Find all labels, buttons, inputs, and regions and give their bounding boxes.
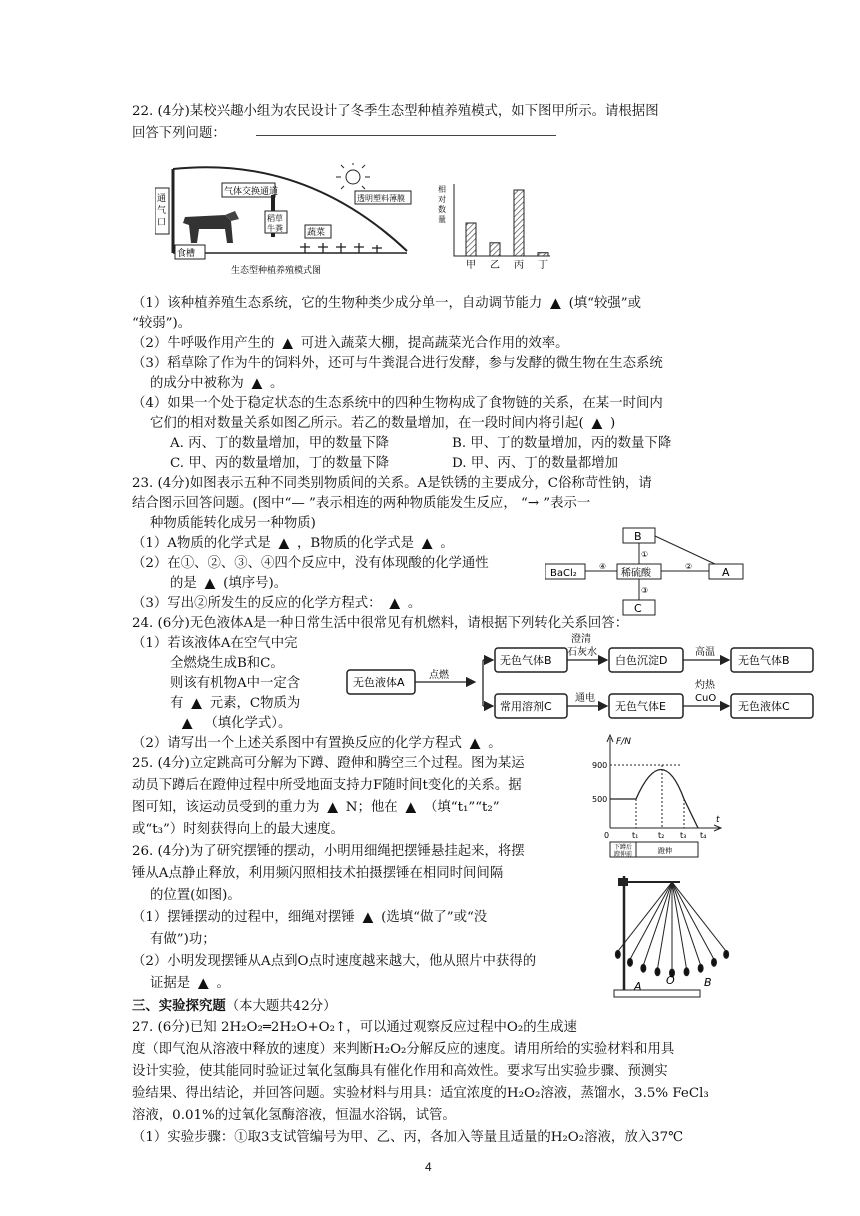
svg-text:通: 通 — [157, 194, 167, 204]
pendulum-string — [643, 882, 672, 965]
pendulum-string — [618, 882, 672, 951]
svg-text:②: ② — [685, 562, 693, 571]
pendulum-bob — [684, 968, 689, 976]
answer-blank: ▲ — [550, 296, 561, 311]
svg-text:A: A — [722, 566, 730, 579]
svg-text:t₂: t₂ — [658, 831, 665, 840]
svg-text:无色气体E: 无色气体E — [615, 700, 666, 713]
answer-blank: ▲ — [591, 416, 603, 431]
q22-sub3: （3）稻草除了作为牛的饲料外，还可与牛粪混合进行发酵，参与发酵的微生物在生态系统 — [132, 356, 663, 371]
svg-text:无色液体A: 无色液体A — [353, 676, 405, 689]
svg-text:通电: 通电 — [575, 693, 595, 704]
q24-sub1: （1）若该液体A在空气中完 — [132, 636, 298, 651]
q27-line4: 验结果、得出结论，并回答问题。实验材料与用具：适宜浓度的H₂O₂溶液，蒸馏水，3.5% FeCl₃ — [132, 1086, 709, 1101]
greenhouse-diagram — [155, 163, 420, 281]
q22-sub4: （4）如果一个处于稳定状态的生态系统中的四种生物构成了食物链的关系，在某一时间内 — [132, 396, 663, 411]
svg-text:C: C — [634, 602, 642, 615]
force-time-graph — [592, 732, 727, 860]
category-label: 丙 — [514, 260, 524, 271]
q23-sub1: （1）A物质的化学式是 ▲ ，B物质的化学式是 ▲ 。 — [132, 536, 454, 551]
trough-label: 食槽 — [177, 249, 196, 259]
q22-sub4-cont: 它们的相对数量关系如图乙所示。若乙的数量增加，在一段时间内将引起( ▲ ) — [150, 416, 616, 431]
pendulum-apparatus — [610, 868, 740, 1000]
svg-text:牛粪: 牛粪 — [267, 224, 283, 233]
answer-blank: ▲ — [191, 696, 202, 711]
svg-text:900: 900 — [592, 761, 608, 770]
svg-text:无色气体B: 无色气体B — [738, 654, 790, 667]
answer-blank: ▲ — [389, 596, 400, 611]
svg-text:t: t — [716, 815, 720, 825]
category-label: 乙 — [490, 260, 500, 271]
q26-sub2: （2）小明发现摆锤从A点到O点时速度越来越大，他从照片中获得的 — [132, 954, 537, 969]
q22-sub1-cont: “较弱”)。 — [132, 316, 192, 331]
q23-line2: 结合图示回答问题。(图中“— ”表示相连的两种物质能发生反应， “→ ”表示一 — [132, 496, 591, 511]
answer-blank: ▲ — [282, 336, 293, 351]
q26-sub1-cont: 有做”)功； — [150, 932, 216, 947]
answer-blank: ▲ — [251, 376, 263, 391]
answer-blank: ▲ — [204, 576, 216, 591]
pendulum-bob — [724, 950, 729, 958]
q24-sub1-f: ▲ （填化学式）。 — [170, 714, 291, 734]
svg-text:500: 500 — [592, 795, 608, 804]
answer-blank: ▲ — [278, 536, 290, 551]
svg-text:点燃: 点燃 — [429, 670, 449, 681]
diagram-caption: 生态型种植养殖模式图 — [231, 266, 322, 276]
answer-blank: ▲ — [469, 736, 481, 751]
option-d: D. 甲、丙、丁的数量都增加 — [452, 456, 619, 471]
gas-label: 气体交换通道 — [224, 187, 279, 197]
category-label: 丁 — [538, 260, 548, 271]
q23-sub3: （3）写出②所发生的反应的化学方程式： ▲ 。 — [132, 596, 422, 611]
svg-text:①: ① — [641, 550, 649, 559]
q24-sub1-b: 全燃烧生成B和C。 — [170, 656, 284, 671]
veg-label: 蔬菜 — [307, 228, 326, 238]
q25-line2: 动员下蹲后在蹬伸过程中所受地面支持力F随时间t变化的关系。据 — [132, 778, 522, 793]
svg-text:t₁: t₁ — [632, 831, 639, 840]
svg-text:无色气体B: 无色气体B — [500, 654, 552, 667]
svg-text:t₄: t₄ — [700, 831, 707, 840]
bar-丙 — [514, 190, 524, 256]
answer-blank: ▲ — [327, 800, 338, 815]
pendulum-bob — [655, 968, 660, 976]
svg-text:蹬伸前: 蹬伸前 — [614, 851, 633, 858]
answer-blank: ▲ — [198, 976, 209, 991]
section-3-heading: 三、实验探究题（本大题共42分） — [132, 998, 337, 1014]
svg-text:t₃: t₃ — [680, 831, 687, 840]
option-a: A. 丙、丁的数量增加，甲的数量下降 — [170, 436, 390, 451]
bar-乙 — [490, 243, 500, 256]
reaction-diagram — [545, 526, 745, 618]
category-label: 甲 — [466, 260, 476, 271]
svg-text:澄清: 澄清 — [571, 634, 591, 645]
svg-text:CuO: CuO — [695, 693, 717, 704]
q26-line1: 26. (4分)为了研究摆锤的摆动，小明用细绳把摆锤悬挂起来，将摆 — [132, 844, 525, 859]
q27-line6: （1）实验步骤：①取3支试管编号为甲、乙、丙，各加入等量且适量的H₂O₂溶液，放入37℃ — [132, 1130, 684, 1145]
answer-blank: ▲ — [182, 716, 193, 731]
q23-sub2: （2）在①、②、③、④四个反应中，没有体现酸的化学通性 — [132, 556, 489, 571]
svg-text:蹬伸: 蹬伸 — [658, 847, 672, 855]
q26-sub1: （1）摆锤摆动的过程中，细绳对摆锤 ▲ (选填“做了”或“没 — [132, 910, 488, 925]
svg-text:④: ④ — [599, 562, 607, 571]
q25-line4: 或“t₃”）时刻获得向上的最大速度。 — [132, 822, 344, 837]
svg-text:稀硫酸: 稀硫酸 — [621, 568, 651, 579]
svg-text:BaCl₂: BaCl₂ — [550, 568, 577, 579]
svg-text:无色液体C: 无色液体C — [738, 700, 790, 713]
q24-sub1-c: 则该有机物A中一定含 — [170, 676, 301, 691]
q27-line5: 溶液，0.01%的过氧化氢酶溶液，恒温水浴锅，试管。 — [132, 1108, 456, 1123]
pendulum-bob — [698, 964, 703, 972]
pendulum-string — [672, 882, 726, 951]
q27-line2: 度（即气泡从溶液中释放的速度）来判断H₂O₂分解反应的速度。请用所给的实验材料和用具 — [132, 1042, 675, 1057]
svg-text:③: ③ — [641, 586, 649, 595]
svg-text:下蹲后: 下蹲后 — [614, 844, 633, 851]
q27-line1: 27. (6分)已知 2H₂O₂═2H₂O+O₂↑，可以通过观察反应过程中O₂的生成速 — [132, 1020, 577, 1035]
pendulum-string — [672, 882, 701, 965]
page-number: 4 — [425, 1160, 432, 1174]
q24-line1: 24. (6分)无色液体A是一种日常生活中很常见有机燃料，请根据下列转化关系回答： — [132, 616, 629, 631]
svg-text:稻草: 稻草 — [267, 214, 283, 223]
q23-line3: 种物质能转化成另一种物质) — [150, 516, 316, 531]
svg-text:A: A — [634, 980, 642, 993]
answer-blank: ▲ — [362, 910, 374, 925]
relative-quantity-chart — [432, 180, 557, 280]
svg-text:常用溶剂C: 常用溶剂C — [500, 700, 552, 713]
svg-text:F/N: F/N — [616, 737, 631, 747]
q22-line2: 回答下列问题： — [132, 126, 226, 141]
q22-sub1: （1）该种植养殖生态系统，它的生物种类少成分单一，自动调节能力 ▲ (填“较强”或 — [132, 296, 642, 311]
pendulum-bob — [711, 958, 716, 966]
q22-line1: 22. (4分)某校兴趣小组为农民设计了冬季生态型种植养殖模式，如下图甲所示。请根据图 — [132, 104, 659, 119]
svg-text:石灰水: 石灰水 — [567, 647, 597, 658]
q25-line1: 25. (4分)立定跳高可分解为下蹲、蹬伸和腾空三个过程。图为某运 — [132, 756, 525, 771]
q26-sub2-cont: 证据是 ▲ 。 — [150, 976, 230, 991]
svg-text:0: 0 — [604, 831, 610, 840]
svg-text:高温: 高温 — [695, 647, 715, 658]
q26-line2: 锤从A点静止释放，利用频闪照相技术拍摄摆锤在相同时间间隔 — [132, 866, 504, 881]
q23-line1: 23. (4分)如图表示五种不同类别物质间的关系。A是铁锈的主要成分，C俗称苛性钠，请 — [132, 476, 652, 491]
q26-line3: 的位置(如图)。 — [150, 888, 241, 903]
q22-sub2: （2）牛呼吸作用产生的 ▲ 可进入蔬菜大棚，提高蔬菜光合作用的效率。 — [132, 336, 569, 351]
q22-sub3-cont: 的成分中被称为 ▲ 。 — [150, 376, 284, 391]
q25-line3: 图可知，该运动员受到的重力为 ▲ N；他在 ▲ （填“t₁”“t₂” — [132, 800, 500, 815]
svg-text:白色沉淀D: 白色沉淀D — [615, 654, 668, 667]
option-c: C. 甲、丙的数量增加，丁的数量下降 — [170, 456, 390, 471]
svg-text:B: B — [704, 976, 712, 989]
pendulum-bob — [641, 964, 646, 972]
y-axis-label-char: 量 — [438, 215, 446, 224]
option-b: B. 甲、丁的数量增加，丙的数量下降 — [452, 436, 672, 451]
q27-line3: 设计实验，使其能同时验证过氧化氢酶具有催化作用和高效性。要求写出实验步骤、预测实 — [132, 1064, 668, 1079]
y-axis-label-char: 数 — [438, 205, 446, 214]
svg-text:口: 口 — [157, 218, 167, 228]
y-axis-label-char: 对 — [438, 195, 446, 204]
pendulum-bob — [615, 950, 620, 958]
y-axis-label-char: 相 — [438, 185, 446, 194]
q22-divider — [256, 135, 556, 136]
q24-sub2: （2）请写出一个上述关系图中有置换反应的化学方程式 ▲ 。 — [132, 736, 502, 751]
film-label: 透明塑料薄膜 — [357, 194, 405, 203]
svg-text:气: 气 — [157, 206, 167, 216]
conversion-flowchart — [345, 630, 840, 730]
svg-text:B: B — [634, 530, 642, 543]
q24-sub1-d: 有 ▲ 元素，C物质为 — [170, 696, 301, 711]
answer-blank: ▲ — [422, 536, 433, 551]
pendulum-bob — [628, 958, 633, 966]
q23-sub2-cont: 的是 ▲ (填序号)。 — [170, 576, 288, 591]
answer-blank: ▲ — [405, 800, 416, 815]
svg-text:灼热: 灼热 — [695, 680, 715, 691]
bar-丁 — [538, 253, 548, 256]
svg-text:O: O — [666, 974, 675, 987]
bar-甲 — [466, 223, 476, 256]
